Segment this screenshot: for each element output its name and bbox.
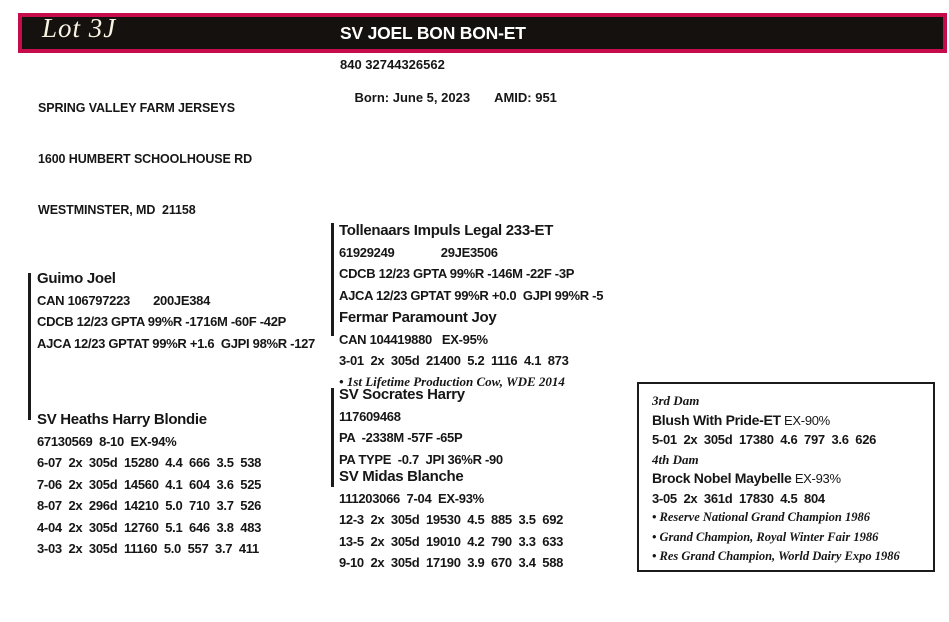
bracket-line-sire-dam xyxy=(28,273,31,420)
award-note: • 1st Lifetime Production Cow, WDE 2014 xyxy=(339,372,569,393)
bracket-line-sire-parents xyxy=(331,223,334,336)
dam-dam-block xyxy=(339,466,563,574)
breeder-street: 1600 HUMBERT SCHOOLHOUSE RD xyxy=(38,152,252,166)
pedigree-line: 3-03 2x 305d 11160 5.0 557 3.7 411 xyxy=(37,541,259,556)
pedigree-line: CAN 104419880 EX-95% xyxy=(339,331,488,347)
fourth-dam-score: EX-93% xyxy=(794,471,841,486)
breeder-name: SPRING VALLEY FARM JERSEYS xyxy=(38,101,235,115)
award-note: • Reserve National Grand Champion 1986 xyxy=(652,508,927,528)
maternal-line-box xyxy=(637,382,935,572)
bracket-line-dam-parents xyxy=(331,388,334,487)
fourth-dam-record: 3-05 2x 361d 17830 4.5 804 xyxy=(652,490,825,506)
pedigree-line: AJCA 12/23 GPTAT 99%R +1.6 GJPI 98%R -127 xyxy=(37,335,315,351)
pedigree-line: CAN 106797223 200JE384 xyxy=(37,292,211,308)
pedigree-line: PA -2338M -57F -65P xyxy=(339,430,463,445)
dam-dam-name: SV Midas Blanche xyxy=(339,468,464,485)
dam-block xyxy=(37,409,261,560)
pedigree-line: 67130569 8-10 EX-94% xyxy=(37,433,177,449)
dam-name: SV Heaths Harry Blondie xyxy=(37,411,207,428)
pedigree-line: 3-01 2x 305d 21400 5.2 1116 4.1 873 xyxy=(339,353,569,368)
pedigree-line: 8-07 2x 296d 14210 5.0 710 3.7 526 xyxy=(37,498,262,513)
pedigree-line: 13-5 2x 305d 19010 4.2 790 3.3 633 xyxy=(339,533,564,549)
pedigree-line: 6-07 2x 305d 15280 4.4 666 3.5 538 xyxy=(37,455,262,470)
lot-banner xyxy=(18,13,947,53)
registration-number: 840 32744326562 xyxy=(340,57,445,72)
sire-name: Guimo Joel xyxy=(37,270,116,287)
born-date: Born: June 5, 2023 xyxy=(354,90,471,105)
pedigree-line: 9-10 2x 305d 17190 3.9 670 3.4 588 xyxy=(339,555,564,570)
fourth-dam-label: 4th Dam xyxy=(652,451,699,467)
pedigree-line: 12-3 2x 305d 19530 4.5 885 3.5 692 xyxy=(339,512,564,527)
pedigree-line: CDCB 12/23 GPTA 99%R -1716M -60F -42P xyxy=(37,314,286,329)
pedigree-line: 7-06 2x 305d 14560 4.1 604 3.6 525 xyxy=(37,476,262,492)
sire-dam-block xyxy=(339,307,569,392)
dam-sire-block xyxy=(339,384,503,470)
sire-dam-name: Fermar Paramount Joy xyxy=(339,309,497,326)
sire-sire-name: Tollenaars Impuls Legal 233-ET xyxy=(339,222,554,239)
sire-block xyxy=(37,268,315,354)
pedigree-line: 4-04 2x 305d 12760 5.1 646 3.8 483 xyxy=(37,519,262,535)
animal-name-title: SV JOEL BON BON-ET xyxy=(340,23,526,43)
pedigree-line: PA TYPE -0.7 JPI 36%R -90 xyxy=(339,451,503,467)
pedigree-line: CDCB 12/23 GPTA 99%R -146M -22F -3P xyxy=(339,266,575,281)
third-dam-name: Blush With Pride-ET xyxy=(652,411,781,428)
amid-number: AMID: 951 xyxy=(494,90,557,105)
lot-number: Lot 3J xyxy=(42,13,117,43)
pedigree-line: 117609468 xyxy=(339,408,401,424)
third-dam-name-line xyxy=(652,411,927,431)
pedigree-line: 111203066 7-04 EX-93% xyxy=(339,490,484,506)
breeder-address xyxy=(38,66,252,253)
dam-sire-name: SV Socrates Harry xyxy=(339,386,465,403)
award-note: • Res Grand Champion, World Dairy Expo 1986 xyxy=(652,547,927,567)
fourth-dam-name-line xyxy=(652,469,927,489)
birth-info xyxy=(340,75,557,120)
third-dam-score: EX-90% xyxy=(784,412,830,428)
award-note: • Grand Champion, Royal Winter Fair 1986 xyxy=(652,528,927,548)
sire-sire-block xyxy=(339,220,603,306)
third-dam-label: 3rd Dam xyxy=(652,393,700,408)
breeder-city: WESTMINSTER, MD 21158 xyxy=(38,203,196,217)
pedigree-line: AJCA 12/23 GPTAT 99%R +0.0 GJPI 99%R -5 xyxy=(339,287,604,303)
fourth-dam-name: Brock Nobel Maybelle xyxy=(652,470,792,486)
pedigree-line: 61929249 29JE3506 xyxy=(339,244,498,260)
third-dam-record: 5-01 2x 305d 17380 4.6 797 3.6 626 xyxy=(652,432,877,447)
